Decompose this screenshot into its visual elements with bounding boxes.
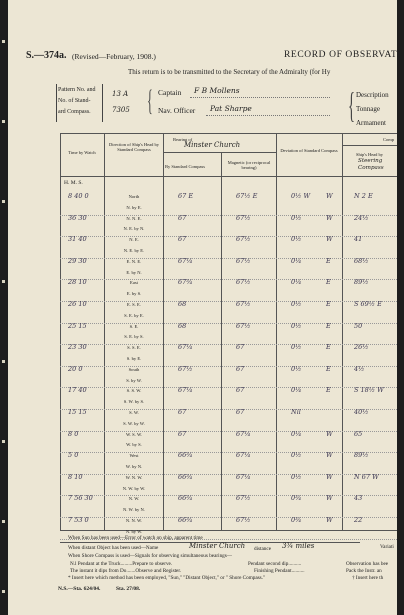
std-bearing-cell: 66¾ <box>178 494 193 503</box>
deviation-ew-cell: W <box>326 429 333 438</box>
direction-cell: S. S. E. <box>127 345 141 351</box>
magnetic-cell: 67½ <box>236 300 251 308</box>
direction-cell: S. by E. <box>126 356 142 361</box>
direction-cell: N. E. <box>129 237 139 243</box>
ships-head-cell: 22 <box>354 516 363 524</box>
deviation-cell: 0½ <box>291 235 302 244</box>
binding-left <box>0 0 8 615</box>
direction-cell: West <box>129 453 139 459</box>
info-brace-right: { <box>348 85 355 125</box>
bearing-object-value: Minster Church <box>184 141 241 149</box>
observation-line: Observation has bee <box>346 561 389 567</box>
direction-cell: N. W. by W. <box>122 485 146 491</box>
direction-cell: N. W. <box>128 496 140 502</box>
pattern-label-3: ard Compass. <box>58 109 91 115</box>
sun-line: When Sun has been used—Error of watch on ship, apparent time <box>68 535 203 541</box>
std-bearing-cell: 66¾ <box>178 516 193 524</box>
magnetic-cell: 67½ <box>236 321 251 330</box>
direction-cell: E. S. E. <box>127 302 141 307</box>
direction-cell: S. E. <box>129 323 139 329</box>
direction-cell: N. N. E. <box>126 215 142 221</box>
magnetic-cell: 67 <box>236 408 245 416</box>
table-header-rule <box>60 176 397 177</box>
magnetic-cell: 67½ <box>236 256 251 265</box>
compass-no-value: 7305 <box>112 106 130 114</box>
deviation-ew-cell: W <box>326 213 333 222</box>
time-cell: 7 53 0 <box>68 516 89 524</box>
std-bearing-cell: 67¼ <box>178 343 193 352</box>
distance-value: 3¾ miles <box>282 542 315 550</box>
deviation-ew-cell: E <box>326 364 331 373</box>
std-bearing-cell: 66¾ <box>178 451 193 460</box>
time-cell: 29 30 <box>68 256 87 265</box>
ships-head-cell: S 69½ E <box>354 300 382 308</box>
bearing-sub-rule <box>163 152 276 153</box>
direction-cell: E. by S. <box>126 291 142 297</box>
deviation-ew-cell: E <box>326 256 331 265</box>
ships-head-cell: N 67 W <box>354 472 379 481</box>
col-rule-4 <box>276 133 277 530</box>
record-title: RECORD OF OBSERVAT <box>284 50 397 60</box>
time-cell: 8 0 <box>68 429 79 438</box>
comp-sub-rule <box>342 145 397 146</box>
time-cell: 23 30 <box>68 343 87 352</box>
document-page <box>8 0 397 615</box>
std-bearing-cell: 67 <box>178 408 187 416</box>
magnetic-cell: 67½ <box>236 278 251 287</box>
col-bearing-header: Bearing of <box>173 137 193 142</box>
transmit-note: This return is to be transmitted to the Secretary of the Admiralty (for Hy <box>128 68 331 76</box>
std-bearing-cell: 67½ <box>178 364 193 373</box>
deviation-ew-cell: W <box>326 192 333 200</box>
time-cell: 5 0 <box>68 451 79 460</box>
col-by-standard-header: By Standard Compass <box>165 164 205 169</box>
pendant-line: N.l Pendant at the Truck.........Prepare to observe. <box>70 561 173 567</box>
nav-officer-label: Nav. Officer <box>158 106 196 115</box>
col-magnetic-header: Magnetic (or reciprocal bearing) <box>227 160 271 170</box>
direction-cell: W. N. W. <box>125 474 143 480</box>
deviation-cell: 0½ <box>291 300 302 308</box>
deviation-cell: 0½ <box>291 364 302 373</box>
print-code-2: Sta. 27/08. <box>116 586 141 592</box>
direction-cell: East <box>130 280 138 286</box>
magnetic-cell: 67½ <box>236 494 251 503</box>
col-rule-5 <box>342 133 343 530</box>
captain-label: Captain <box>158 88 182 97</box>
direction-cell: E. N. E. <box>126 258 142 264</box>
direction-cell: S. W. by S. <box>123 399 145 405</box>
std-bearing-cell: 67¼ <box>178 386 193 395</box>
binding-right <box>397 0 404 615</box>
pattern-label-2: No. of Stand- <box>58 98 91 104</box>
direction-cell: North <box>128 194 140 199</box>
revised-date: (Revised—February, 1908.) <box>72 52 156 61</box>
distant-name-value: Minster Church <box>189 542 246 550</box>
ships-head-cell: 24½ <box>354 213 369 222</box>
time-cell: 31 40 <box>68 235 87 244</box>
print-code: N.S.—Sta. 624/04. <box>58 586 101 592</box>
insert-line: * Insert here which method has been employed, "Sun," "Distant Object," or " Shore Compass." <box>68 575 266 581</box>
direction-cell: N. by E. <box>126 204 142 210</box>
deviation-cell: 0¼ <box>291 386 302 395</box>
pattern-no-value: 13 A <box>112 90 129 98</box>
pendant-line-right: Pendant second dip.......... <box>248 561 302 567</box>
std-bearing-cell: 68 <box>178 300 187 308</box>
magnetic-cell: 67¼ <box>236 429 251 438</box>
time-cell: 26 10 <box>68 300 87 308</box>
deviation-cell: 0¼ <box>291 278 302 287</box>
ships-head-cell: 26½ <box>354 343 369 352</box>
table-left-rule <box>60 133 61 530</box>
magnetic-cell: 67 <box>236 343 245 352</box>
ships-head-value: Steering Compass <box>358 158 384 171</box>
std-bearing-cell: 67 <box>178 213 187 222</box>
tonnage-label: Tonnage <box>356 105 381 113</box>
nav-line <box>206 115 330 116</box>
std-bearing-cell: 68 <box>178 321 187 330</box>
direction-cell: W. by N. <box>125 464 143 469</box>
std-bearing-cell: 67 <box>178 429 187 438</box>
direction-cell: N. W. by N. <box>123 507 145 513</box>
magnetic-cell: 67½ <box>236 516 251 524</box>
dips-line: The instant it dips from Do.......Observe and Register. <box>70 568 182 574</box>
col-rule-1 <box>104 133 105 530</box>
distance-label: distance <box>254 546 271 552</box>
std-bearing-cell: 67 <box>178 235 187 244</box>
direction-cell: N. N. W. <box>125 518 143 523</box>
direction-cell: W. by S. <box>126 442 142 448</box>
magnetic-cell: 67¼ <box>236 451 251 460</box>
std-bearing-cell: 67¼ <box>178 256 193 265</box>
ships-head-cell: 89½ <box>354 278 369 287</box>
deviation-cell: 0½ <box>291 343 302 352</box>
direction-cell: W. S. W. <box>125 431 143 437</box>
magnetic-cell: 67½ E <box>236 192 258 200</box>
col-right-top: Comp <box>383 137 395 142</box>
direction-cell: N. E. by E. <box>123 248 145 253</box>
deviation-ew-cell: E <box>326 343 331 352</box>
description-label: Description <box>356 91 389 99</box>
time-cell: 20 0 <box>68 364 83 373</box>
deviation-cell: 0¾ <box>291 494 302 503</box>
direction-cell: S. S. W. <box>126 388 142 394</box>
ships-head-cell: 89½ <box>354 451 369 460</box>
ships-head-cell: 43 <box>354 494 363 503</box>
std-bearing-cell: 66¾ <box>178 472 193 481</box>
time-cell: 36 30 <box>68 213 87 222</box>
form-number: S.—374a. <box>26 50 67 61</box>
ships-head-cell: N 2 E <box>354 192 373 200</box>
table-top-rule <box>60 133 397 134</box>
col-time-header: Time by Watch <box>68 150 96 155</box>
deviation-ew-cell: E <box>326 321 331 330</box>
direction-cell: S. E. by E. <box>124 312 144 318</box>
deviation-cell: 0½ <box>291 472 302 481</box>
ships-head-cell: 68½ <box>354 256 369 265</box>
deviation-cell: 0½ <box>291 451 302 460</box>
captain-brace: { <box>147 84 153 117</box>
deviation-cell: 0½ <box>291 321 302 330</box>
pattern-label-1: Pattern No. and <box>58 87 96 93</box>
ships-head-cell: 41 <box>354 235 363 244</box>
direction-cell: South <box>128 366 140 372</box>
deviation-ew-cell: W <box>326 516 333 524</box>
ships-head-cell: 40½ <box>354 408 369 416</box>
hms-header: H. M. S. <box>64 180 83 186</box>
ships-head-cell: S 18½ W <box>354 386 384 395</box>
time-cell: 8 10 <box>68 472 83 481</box>
deviation-ew-cell: W <box>326 472 333 481</box>
direction-cell: S. by W. <box>126 377 142 383</box>
direction-cell: S. W. by W. <box>123 420 145 426</box>
deviation-ew-cell: E <box>326 278 331 287</box>
magnetic-cell: 67½ <box>236 213 251 222</box>
deviation-cell: 0¾ <box>291 516 302 524</box>
deviation-ew-cell: E <box>326 300 331 308</box>
ships-head-cell: 50 <box>354 321 363 330</box>
captain-line <box>190 97 330 98</box>
deviation-ew-cell: E <box>326 386 331 395</box>
magnetic-cell: 67 <box>236 386 245 395</box>
direction-cell: S. W. <box>129 410 139 415</box>
magnetic-cell: 67½ <box>236 235 251 244</box>
deviation-cell: 0¼ <box>291 256 302 265</box>
deviation-ew-cell: W <box>326 494 333 503</box>
shore-line: When Shore Compass is used—Signals for observing simultaneous bearings— <box>68 553 232 559</box>
std-bearing-cell: 67¾ <box>178 278 193 287</box>
col-ships-head-header: Ship's Head by <box>356 152 384 157</box>
finishing-line: Finishing Pendant.......... <box>254 568 305 574</box>
magnetic-cell: 67 <box>236 364 245 373</box>
time-cell: 7 56 30 <box>68 494 93 503</box>
direction-cell: N. E. by N. <box>123 226 145 232</box>
nav-officer-value: Pat Sharpe <box>210 104 252 113</box>
magnetic-cell: 67¼ <box>236 472 251 481</box>
direction-cell: E. by N. <box>126 269 142 275</box>
captain-value: F B Mollens <box>194 86 240 95</box>
time-cell: 17 40 <box>68 386 87 395</box>
deviation-ew-cell: W <box>326 235 333 244</box>
col-rule-2 <box>163 133 164 530</box>
col-direction-header: Direction of Ship's Head by Standard Compass <box>108 142 160 152</box>
distant-line: When distant Object has been used—Name <box>68 545 159 551</box>
time-cell: 15 15 <box>68 408 87 416</box>
direction-cell: N. by W. <box>125 528 143 534</box>
col-deviation-header: Deviation of Standard Compass <box>280 148 338 153</box>
insert-line-right: † Insert here th <box>352 575 384 581</box>
deviation-cell: 0½ <box>291 213 302 222</box>
std-bearing-cell: 67 E <box>178 192 194 200</box>
pack-line: Pack the Instr. an <box>346 568 382 574</box>
time-cell: 25 15 <box>68 321 87 330</box>
time-cell: 8 40 0 <box>68 192 89 200</box>
armament-label: Armament <box>356 119 386 127</box>
time-cell: 28 10 <box>68 278 87 287</box>
deviation-cell: 0½ W <box>291 192 311 200</box>
deviation-cell: 0¼ <box>291 429 302 438</box>
deviation-cell: Nil <box>291 408 301 416</box>
ships-head-cell: 4½ <box>354 364 365 373</box>
ships-head-cell: 65 <box>354 429 363 438</box>
deviation-ew-cell: W <box>326 451 333 460</box>
direction-cell: S. E. by S. <box>124 334 144 340</box>
variation-label: Variati <box>380 544 394 550</box>
